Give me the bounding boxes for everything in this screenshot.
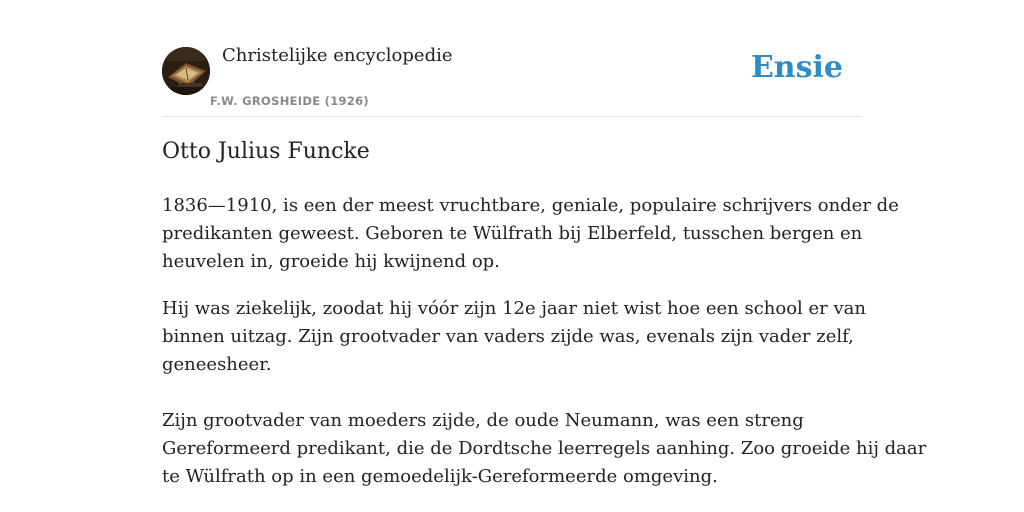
ensie-logo[interactable]: Ensie <box>750 50 843 85</box>
site-title[interactable]: Christelijke encyclopedie <box>222 45 453 66</box>
site-header <box>162 40 862 117</box>
article-paragraph-3 <box>162 407 927 491</box>
paragraph-line: 1836—1910, is een der meest vruchtbare, geniale, populaire schrijvers onder de <box>162 195 899 216</box>
author-credit: F.W. GROSHEIDE (1926) <box>210 94 369 108</box>
article-title: Otto Julius Funcke <box>162 139 370 164</box>
paragraph-line: Zijn grootvader van moeders zijde, de oude Neumann, was een streng <box>162 410 804 431</box>
article-paragraph-2 <box>162 295 866 379</box>
encyclopedia-avatar[interactable] <box>162 47 210 95</box>
paragraph-line: predikanten geweest. Geboren te Wülfrath bij Elberfeld, tusschen bergen en <box>162 223 863 244</box>
book-photo-icon <box>162 47 210 95</box>
paragraph-line: geneesheer. <box>162 354 272 375</box>
paragraph-line: te Wülfrath op in een gemoedelijk-Gereformeerde omgeving. <box>162 466 718 487</box>
paragraph-line: binnen uitzag. Zijn grootvader van vaders zijde was, evenals zijn vader zelf, <box>162 326 854 347</box>
paragraph-line: Hij was ziekelijk, zoodat hij vóór zijn 12e jaar niet wist hoe een school er van <box>162 298 866 319</box>
paragraph-line: Gereformeerd predikant, die de Dordtsche leerregels aanhing. Zoo groeide hij daar <box>162 438 927 459</box>
paragraph-line: heuvelen in, groeide hij kwijnend op. <box>162 251 500 272</box>
article-paragraph-1 <box>162 192 899 276</box>
